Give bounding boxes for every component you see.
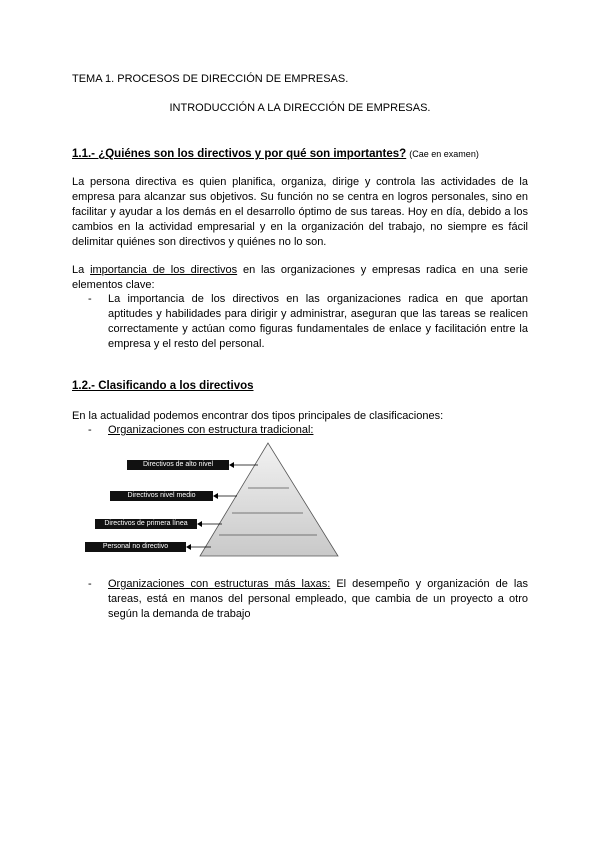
connector-arrow — [197, 521, 202, 527]
classification-intro: En la actualidad podemos encontrar dos tipos principales de clasificaciones: — [72, 410, 444, 422]
intro-title: INTRODUCCIÓN A LA DIRECCIÓN DE EMPRESAS. — [169, 102, 431, 114]
section-2-heading: 1.2.- Clasificando a los directivos — [72, 380, 254, 392]
pyramid-label-non-directive: Personal no directivo — [85, 542, 186, 552]
importance-suffix: en las organizaciones y empresas radica en una serie elementos clave: — [72, 264, 528, 291]
bullet-dash: - — [88, 293, 92, 305]
exam-note: (Cae en examen) — [409, 149, 479, 159]
traditional-structure-label: Organizaciones con estructura tradicional: — [108, 424, 314, 436]
pyramid-label-first-line: Directivos de primera línea — [95, 519, 197, 529]
connector-arrow — [186, 544, 191, 550]
classification-bullet-2 — [88, 577, 528, 622]
importance-underlined: importancia de los directivos — [90, 264, 238, 276]
bullet-dash: - — [88, 578, 92, 590]
section-1-heading: 1.1.- ¿Quiénes son los directivos y por qué son importantes? — [72, 148, 407, 160]
pyramid-label-top: Directivos de alto nivel — [127, 460, 229, 470]
flexible-structure-label: Organizaciones con estructuras más laxas: — [108, 578, 331, 590]
topic-title: TEMA 1. PROCESOS DE DIRECCIÓN DE EMPRESAS. — [72, 73, 349, 85]
paragraph-definition: La persona directiva es quien planifica, organiza, dirige y controla las actividades de la empresa para alcanzar sus objetivos. Su función no se centra en logros personales, sino en facilitar y ayudar a los demás en el desarrollo óptimo de sus tareas. Hoy en día, debido a los cambios en la actividad empresarial y en la organización del trabajo, no siempre es fácil delimitar quiénes son directivos y quiénes no lo son. — [72, 176, 528, 248]
pyramid-label-middle: Directivos nivel medio — [110, 491, 213, 501]
bullet-text: La importancia de los directivos en las organizaciones radica en que aportan aptitudes y habilidades para dirigir y administrar, aseguran que las tareas se realicen correctamente y actúan como figuras fundamentales de enlace y facilitación entre la empresa y el resto del personal. — [108, 293, 528, 350]
connector-arrow — [229, 462, 234, 468]
importance-prefix: La — [72, 264, 91, 276]
connector-arrow — [213, 493, 218, 499]
flexible-structure-text: El desempeño y organización de las tareas, está en manos del personal empleado, que cambia de un proyecto a otro según la demanda de trabajo — [108, 578, 528, 620]
list-item — [88, 577, 528, 622]
bullet-dash: - — [88, 424, 92, 436]
